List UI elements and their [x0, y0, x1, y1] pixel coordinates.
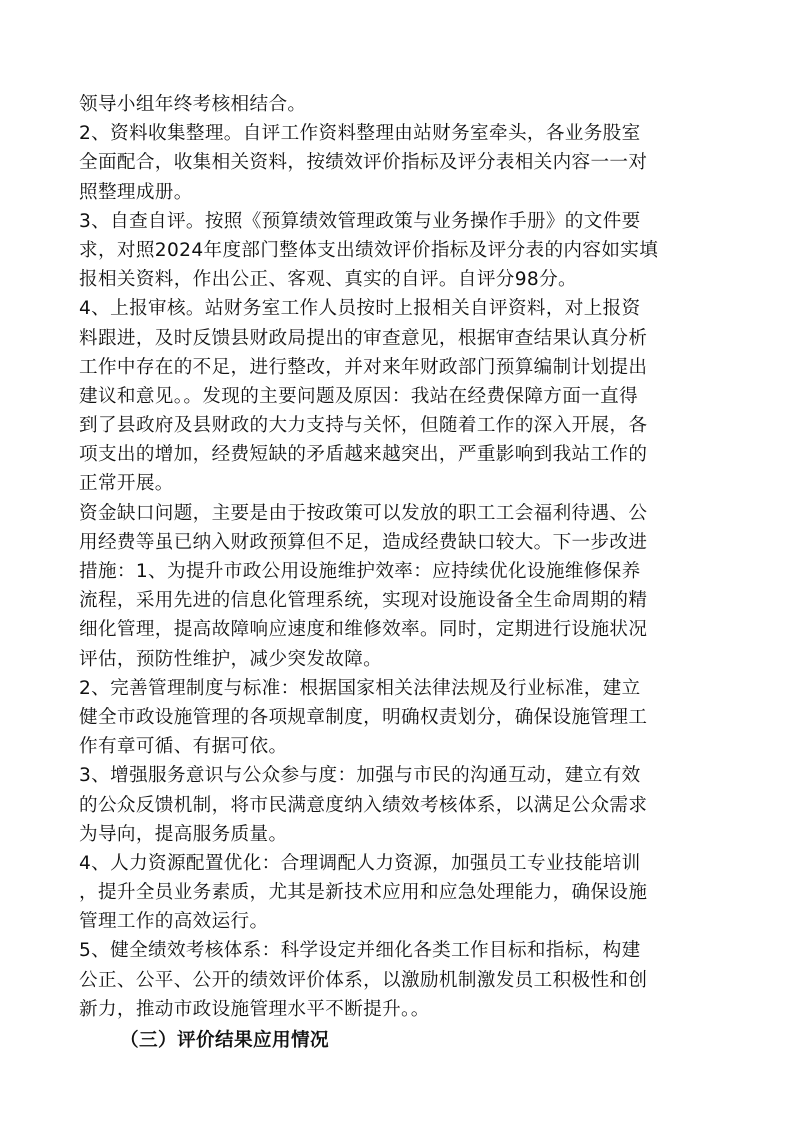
body-line: 项支出的增加，经费短缺的矛盾越来越突出，严重影响到我站工作的 — [79, 444, 648, 466]
body-line: 4、上报审核。站财务室工作人员按时上报相关自评资料，对上报资 — [79, 298, 641, 320]
body-line: 的公众反馈机制，将市民满意度纳入绩效考核体系，以满足公众需求 — [79, 794, 648, 816]
body-line: 全面配合，收集相关资料，按绩效评价指标及评分表相关内容一一对 — [79, 152, 648, 174]
body-line: 报相关资料，作出公正、客观、真实的自评。自评分98分。 — [79, 269, 577, 291]
body-line: 领导小组年终考核相结合。 — [79, 94, 307, 115]
body-line: 正常开展。 — [79, 473, 174, 495]
body-line: 3、增强服务意识与公众参与度：加强与市民的沟通互动，建立有效 — [79, 765, 641, 787]
body-line: 作有章可循、有据可依。 — [79, 736, 288, 758]
body-line: 求，对照2024年度部门整体支出绩效评价指标及评分表的内容如实填 — [79, 239, 659, 261]
body-line: 到了县政府及县财政的大力支持与关怀，但随着工作的深入开展，各 — [79, 415, 648, 437]
body-line: ，提升全员业务素质，尤其是新技术应用和应急处理能力，确保设施 — [79, 882, 648, 904]
body-line: 评估，预防性维护，减少突发故障。 — [79, 648, 383, 670]
body-line: 公正、公平、公开的绩效评价体系，以激励机制激发员工积极性和创 — [79, 969, 648, 991]
body-line: 照整理成册。 — [79, 181, 193, 203]
body-line: 5、健全绩效考核体系：科学设定并细化各类工作目标和指标，构建 — [79, 940, 641, 962]
body-line: 管理工作的高效运行。 — [79, 911, 269, 933]
body-line: 为导向，提高服务质量。 — [79, 823, 288, 845]
document-body — [79, 90, 719, 1056]
body-line: 4、人力资源配置优化：合理调配人力资源，加强员工专业技能培训 — [79, 852, 641, 874]
body-line: 健全市政设施管理的各项规章制度，明确权责划分，确保设施管理工 — [79, 706, 648, 728]
body-line: 3、自查自评。按照《预算绩效管理政策与业务操作手册》的文件要 — [79, 210, 641, 232]
body-line: 新力，推动市政设施管理水平不断提升。。 — [79, 998, 430, 1020]
body-line: 2、资料收集整理。自评工作资料整理由站财务室牵头，各业务股室 — [79, 123, 641, 145]
body-line: 2、完善管理制度与标准：根据国家相关法律法规及行业标准，建立 — [79, 677, 641, 699]
body-line: 资金缺口问题，主要是由于按政策可以发放的职工工会福利待遇、公 — [79, 502, 648, 524]
body-line: 流程，采用先进的信息化管理系统，实现对设施设备全生命周期的精 — [79, 590, 648, 612]
body-line: 措施：1、为提升市政公用设施维护效率：应持续优化设施维修保养 — [79, 561, 641, 582]
body-line: 细化管理，提高故障响应速度和维修效率。同时，定期进行设施状况 — [79, 619, 648, 641]
body-line: 工作中存在的不足，进行整改，并对来年财政部门预算编制计划提出 — [79, 356, 648, 378]
body-line: 料跟进，及时反馈县财政局提出的审查意见，根据审查结果认真分析 — [79, 327, 648, 349]
body-line: 建议和意见。。发现的主要问题及原因：我站在经费保障方面一直得 — [79, 385, 639, 407]
body-line: 用经费等虽已纳入财政预算但不足，造成经费缺口较大。下一步改进 — [79, 531, 648, 553]
section-heading: （三）评价结果应用情况 — [120, 1030, 329, 1051]
